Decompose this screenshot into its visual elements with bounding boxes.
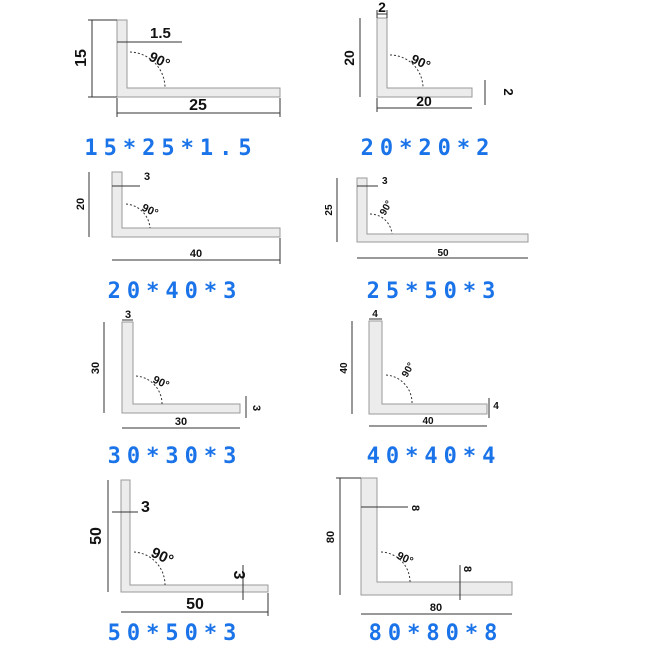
width-label: 30 [174,416,188,428]
caption-80x80x8: 80*80*8 [368,621,504,646]
width-label: 80 [429,602,443,614]
caption-40x40x4: 40*40*4 [366,444,502,469]
caption-50x50x3: 50*50*3 [107,621,243,646]
angle-label: 90° [150,373,171,392]
caption-30x30x3: 30*30*3 [107,444,243,469]
height-label: 25 [324,204,335,216]
l-profile-shape [112,172,280,237]
caption-15x25x1.5: 15*25*1.5 [84,136,258,161]
l-profile-shape [369,321,487,414]
height-label: 20 [75,197,87,211]
thickness-label: 3 [144,171,151,183]
thickness-label-2: 4 [493,401,499,412]
width-label: 40 [189,248,203,260]
height-label: 30 [90,361,102,375]
thickness-label: 3 [141,499,150,516]
thickness-label: 4 [372,309,378,320]
width-label: 20 [416,93,432,109]
profile-50x50x3 [88,480,268,616]
profile-30x30x3 [90,309,262,428]
caption-20x40x3: 20*40*3 [107,279,243,304]
height-label: 80 [325,530,337,544]
thickness-label-2: 8 [461,566,473,573]
thickness-label: 3 [124,309,132,321]
angle-label: 90° [400,360,418,380]
angle-label: 90° [378,198,396,218]
thickness-label: 8 [409,505,421,512]
l-profile-shape [122,322,240,413]
thickness-label: 1.5 [150,25,171,42]
angle-label: 90° [394,549,415,568]
l-profile-shape [117,20,280,97]
width-label: 50 [186,596,204,613]
thickness-label-2: 2 [501,88,516,96]
caption-20x20x2: 20*20*2 [360,136,496,161]
thickness-label-2: 3 [230,570,247,580]
profile-20x40x3 [75,171,280,264]
height-label: 15 [73,49,90,67]
profile-80x80x8 [325,478,512,614]
width-label: 40 [422,416,434,427]
caption-25x50x3: 25*50*3 [366,279,502,304]
angle-label: 90° [148,544,177,570]
angle-label: 90° [146,48,173,72]
width-label: 50 [437,248,449,259]
thickness-label: 3 [382,176,388,187]
height-label: 50 [88,527,105,545]
width-label: 25 [189,97,207,114]
angle-label: 90° [139,201,160,220]
thickness-label: 2 [378,0,386,15]
profile-20x20x2 [341,0,516,112]
profile-40x40x4 [339,309,499,427]
profile-15x25x1.5 [73,20,280,117]
profile-25x50x3 [324,176,528,259]
height-label: 40 [339,362,350,374]
l-profile-shape [361,478,512,595]
angle-label: 90° [408,51,433,74]
thickness-label-2: 3 [250,404,262,412]
height-label: 20 [341,50,357,66]
